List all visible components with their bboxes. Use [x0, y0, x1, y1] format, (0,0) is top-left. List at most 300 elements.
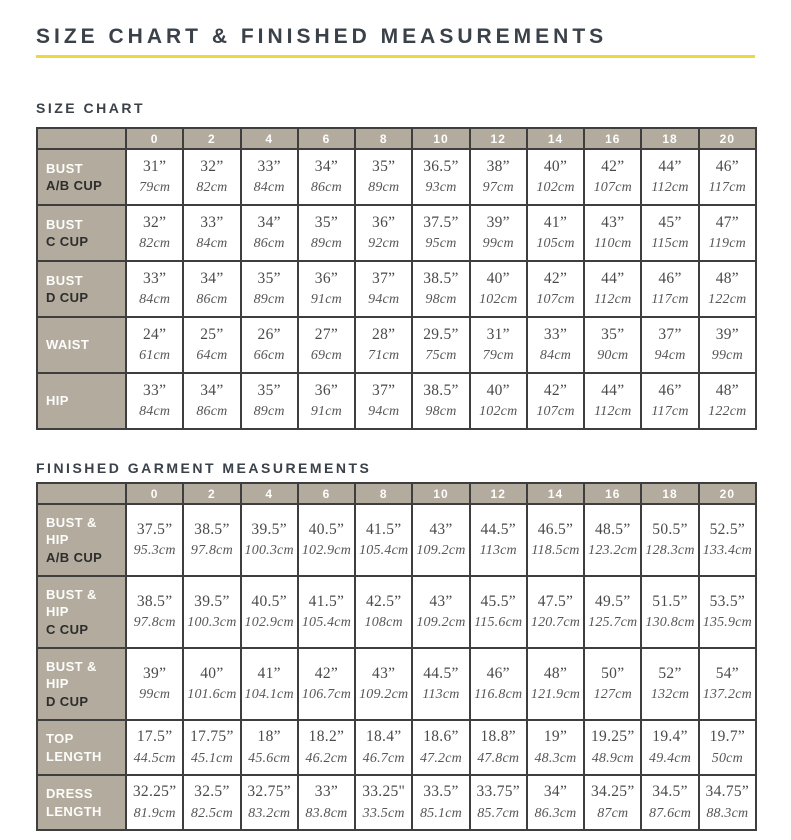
- size-column-header: 2: [183, 483, 240, 504]
- measurement-cell: [641, 205, 698, 261]
- inches-value: 46.5”: [537, 520, 574, 538]
- measurement-cell: [126, 775, 183, 830]
- inches-value: 50.5”: [652, 520, 688, 538]
- cm-value: 46.7cm: [362, 750, 405, 766]
- measurement-cell: [641, 373, 698, 429]
- measurement-cell: [584, 648, 641, 720]
- cm-value: 86cm: [196, 292, 228, 308]
- inches-value: 17.75”: [190, 728, 234, 746]
- inches-value: 34”: [543, 783, 568, 801]
- inches-value: 33”: [142, 381, 167, 399]
- inches-value: 46”: [658, 381, 682, 399]
- inches-value: 48”: [715, 269, 739, 287]
- cm-value: 91cm: [310, 292, 342, 308]
- measurement-cell: [470, 205, 527, 261]
- inches-value: 32.5”: [194, 783, 230, 801]
- measurement-cell: [298, 373, 355, 429]
- measurement-cell: [470, 373, 527, 429]
- measurement-cell: [355, 648, 412, 720]
- measurement-cell: [126, 317, 183, 373]
- cm-value: 82.5cm: [190, 805, 233, 821]
- cm-value: 66cm: [253, 348, 285, 364]
- cm-value: 47.2cm: [419, 750, 462, 766]
- cm-value: 79cm: [482, 348, 514, 364]
- inches-value: 43”: [429, 520, 453, 538]
- cm-value: 90cm: [597, 348, 629, 364]
- inches-value: 46”: [658, 269, 682, 287]
- measurement-cell: [298, 648, 355, 720]
- inches-value: 29.5”: [423, 325, 459, 343]
- cm-value: 48.3cm: [534, 750, 577, 766]
- measurement-cell: [412, 317, 469, 373]
- measurement-cell: [470, 720, 527, 775]
- inches-value: 42”: [314, 664, 339, 682]
- size-chart-heading: SIZE CHART: [36, 100, 145, 117]
- row-label-primary: HIP: [46, 393, 69, 409]
- cm-value: 115cm: [651, 236, 689, 252]
- inches-value: 48”: [715, 381, 739, 399]
- size-column-header: 12: [470, 483, 527, 504]
- cm-value: 89cm: [253, 292, 285, 308]
- measurement-cell: [584, 775, 641, 830]
- measurement-cell: [241, 576, 298, 648]
- inches-value: 24”: [142, 325, 167, 343]
- cm-value: 95.3cm: [133, 543, 176, 559]
- cm-value: 109.2cm: [416, 615, 466, 631]
- size-column-header: 0: [126, 128, 183, 149]
- size-column-header: 14: [527, 128, 584, 149]
- row-label: [37, 720, 126, 775]
- cm-value: 122cm: [708, 292, 747, 308]
- cm-value: 81.9cm: [133, 805, 176, 821]
- cm-value: 122cm: [708, 404, 747, 420]
- cm-value: 91cm: [310, 404, 342, 420]
- measurement-cell: [527, 261, 584, 317]
- measurement-cell: [126, 720, 183, 775]
- cm-value: 84cm: [139, 404, 171, 420]
- measurement-row: [37, 504, 756, 576]
- measurement-cell: [470, 648, 527, 720]
- inches-value: 34”: [314, 157, 339, 175]
- inches-value: 32”: [142, 213, 167, 231]
- inches-value: 35”: [372, 157, 396, 175]
- measurement-row: [37, 205, 756, 261]
- cm-value: 93cm: [425, 180, 457, 196]
- measurement-cell: [527, 576, 584, 648]
- inches-value: 46”: [486, 664, 510, 682]
- inches-value: 18.8”: [480, 728, 516, 746]
- measurement-cell: [241, 261, 298, 317]
- measurement-cell: [412, 720, 469, 775]
- cm-value: 64cm: [196, 348, 228, 364]
- measurement-cell: [355, 504, 412, 576]
- measurement-cell: [699, 576, 756, 648]
- measurement-cell: [699, 205, 756, 261]
- measurement-cell: [241, 775, 298, 830]
- measurement-cell: [183, 504, 240, 576]
- measurement-cell: [298, 149, 355, 205]
- measurement-cell: [412, 149, 469, 205]
- row-label-primary: TOP LENGTH: [46, 731, 102, 764]
- cm-value: 61cm: [139, 348, 171, 364]
- inches-value: 44.5”: [423, 664, 459, 682]
- row-label: [37, 149, 126, 205]
- inches-value: 25”: [200, 325, 224, 343]
- inches-value: 18.2”: [308, 728, 345, 746]
- inches-value: 44”: [601, 381, 625, 399]
- cm-value: 105cm: [536, 236, 575, 252]
- cm-value: 99cm: [711, 348, 743, 364]
- measurement-cell: [355, 261, 412, 317]
- cm-value: 75cm: [425, 348, 457, 364]
- inches-value: 42.5”: [365, 592, 402, 610]
- row-label: [37, 648, 126, 720]
- measurement-cell: [584, 261, 641, 317]
- measurement-cell: [641, 576, 698, 648]
- measurement-cell: [241, 648, 298, 720]
- measurement-cell: [584, 504, 641, 576]
- cm-value: 110cm: [594, 236, 632, 252]
- cm-value: 84cm: [139, 292, 171, 308]
- cm-value: 84cm: [539, 348, 572, 364]
- cm-value: 127cm: [593, 687, 632, 703]
- measurement-cell: [470, 576, 527, 648]
- cm-value: 87cm: [597, 805, 629, 821]
- measurement-cell: [584, 720, 641, 775]
- cm-value: 106.7cm: [301, 687, 352, 703]
- measurement-cell: [126, 261, 183, 317]
- measurement-cell: [412, 775, 469, 830]
- measurement-row: [37, 576, 756, 648]
- inches-value: 35”: [601, 325, 625, 343]
- size-column-header: 18: [641, 128, 698, 149]
- inches-value: 18”: [257, 728, 281, 746]
- measurement-cell: [126, 149, 183, 205]
- inches-value: 33”: [314, 783, 339, 801]
- measurement-cell: [470, 775, 527, 830]
- measurement-cell: [641, 149, 698, 205]
- measurement-cell: [641, 317, 698, 373]
- measurement-cell: [183, 775, 240, 830]
- inches-value: 43”: [601, 213, 625, 231]
- measurement-cell: [298, 261, 355, 317]
- cm-value: 88.3cm: [706, 805, 749, 821]
- measurement-cell: [699, 648, 756, 720]
- cm-value: 105.4cm: [359, 543, 409, 559]
- cm-value: 98cm: [425, 292, 457, 308]
- cm-value: 120.7cm: [530, 615, 581, 631]
- size-header-row: [37, 128, 756, 149]
- size-column-header: 14: [527, 483, 584, 504]
- size-chart-table: [36, 127, 757, 430]
- measurement-cell: [183, 576, 240, 648]
- measurement-cell: [355, 373, 412, 429]
- measurement-cell: [183, 261, 240, 317]
- cm-value: 97.8cm: [190, 543, 233, 559]
- cm-value: 44.5cm: [133, 750, 176, 766]
- measurement-cell: [699, 149, 756, 205]
- cm-value: 69cm: [310, 348, 342, 364]
- measurement-cell: [241, 317, 298, 373]
- inches-value: 36.5”: [423, 157, 459, 175]
- cm-value: 46.2cm: [305, 750, 348, 766]
- inches-value: 44.5”: [480, 520, 516, 538]
- inches-value: 41”: [257, 664, 281, 682]
- cm-value: 99cm: [482, 236, 514, 252]
- measurement-cell: [298, 504, 355, 576]
- cm-value: 86.3cm: [534, 805, 577, 821]
- cm-value: 97.8cm: [133, 615, 176, 631]
- cm-value: 121.9cm: [530, 687, 581, 703]
- measurement-cell: [641, 720, 698, 775]
- row-label-primary: BUST: [46, 216, 83, 232]
- measurement-row: [37, 775, 756, 830]
- cm-value: 85.7cm: [477, 805, 520, 821]
- cm-value: 123.2cm: [588, 543, 638, 559]
- corner-cell: [37, 128, 126, 149]
- row-label: [37, 775, 126, 830]
- cm-value: 117cm: [651, 292, 689, 308]
- measurement-row: [37, 648, 756, 720]
- row-label-secondary: D CUP: [46, 693, 89, 709]
- measurement-cell: [412, 576, 469, 648]
- cm-value: 107cm: [536, 404, 575, 420]
- inches-value: 38.5”: [136, 592, 173, 610]
- inches-value: 33”: [257, 157, 281, 175]
- cm-value: 82cm: [196, 180, 228, 196]
- measurement-row: [37, 261, 756, 317]
- inches-value: 28”: [372, 325, 396, 343]
- inches-value: 18.6”: [423, 728, 459, 746]
- cm-value: 86cm: [196, 404, 228, 420]
- inches-value: 37”: [658, 325, 682, 343]
- measurement-row: [37, 149, 756, 205]
- inches-value: 18.4”: [365, 728, 402, 746]
- row-label-secondary: D CUP: [46, 290, 89, 306]
- inches-value: 53.5”: [709, 592, 746, 610]
- inches-value: 40”: [486, 381, 510, 399]
- measurement-cell: [412, 648, 469, 720]
- measurement-cell: [355, 576, 412, 648]
- inches-value: 35”: [257, 381, 281, 399]
- cm-value: 45.6cm: [248, 750, 291, 766]
- measurement-cell: [298, 576, 355, 648]
- inches-value: 39”: [486, 213, 510, 231]
- cm-value: 49.4cm: [649, 750, 692, 766]
- inches-value: 44”: [601, 269, 625, 287]
- inches-value: 34”: [200, 381, 224, 399]
- inches-value: 40”: [486, 269, 510, 287]
- cm-value: 105.4cm: [301, 615, 352, 631]
- inches-value: 44”: [658, 157, 682, 175]
- cm-value: 87.6cm: [649, 805, 692, 821]
- cm-value: 82cm: [139, 236, 171, 252]
- size-column-header: 16: [584, 483, 641, 504]
- measurement-cell: [355, 775, 412, 830]
- cm-value: 94cm: [368, 404, 400, 420]
- cm-value: 71cm: [368, 348, 400, 364]
- measurement-cell: [183, 205, 240, 261]
- measurement-cell: [241, 373, 298, 429]
- cm-value: 86cm: [310, 180, 342, 196]
- finished-measurements-heading: FINISHED GARMENT MEASUREMENTS: [36, 460, 372, 477]
- row-label: [37, 317, 126, 373]
- inches-value: 26”: [257, 325, 281, 343]
- cm-value: 89cm: [368, 180, 400, 196]
- inches-value: 43”: [372, 664, 396, 682]
- measurement-cell: [584, 576, 641, 648]
- page-title: SIZE CHART & FINISHED MEASUREMENTS: [36, 25, 608, 48]
- cm-value: 118.5cm: [531, 543, 580, 559]
- cm-value: 102.9cm: [244, 615, 294, 631]
- cm-value: 102cm: [479, 292, 518, 308]
- cm-value: 47.8cm: [477, 750, 520, 766]
- measurement-cell: [126, 373, 183, 429]
- measurement-cell: [527, 504, 584, 576]
- measurement-cell: [527, 720, 584, 775]
- inches-value: 36”: [314, 381, 339, 399]
- size-column-header: 12: [470, 128, 527, 149]
- measurement-cell: [183, 149, 240, 205]
- inches-value: 42”: [601, 157, 625, 175]
- row-label: [37, 261, 126, 317]
- inches-value: 19.25”: [590, 728, 635, 746]
- inches-value: 38.5”: [423, 381, 459, 399]
- measurement-cell: [183, 720, 240, 775]
- inches-value: 41”: [543, 213, 568, 231]
- row-label: [37, 373, 126, 429]
- measurement-cell: [298, 205, 355, 261]
- row-label-primary: DRESS LENGTH: [46, 786, 102, 819]
- measurement-cell: [355, 149, 412, 205]
- row-label-secondary: C CUP: [46, 234, 89, 250]
- inches-value: 38.5”: [423, 269, 459, 287]
- inches-value: 42”: [543, 269, 568, 287]
- row-label: [37, 576, 126, 648]
- inches-value: 34.75”: [705, 783, 750, 801]
- cm-value: 85.1cm: [419, 805, 462, 821]
- measurement-cell: [241, 205, 298, 261]
- row-label-secondary: A/B CUP: [46, 178, 103, 194]
- inches-value: 19.4”: [652, 728, 688, 746]
- inches-value: 52.5”: [709, 520, 746, 538]
- row-label-primary: BUST & HIP: [46, 586, 97, 620]
- inches-value: 48”: [543, 664, 568, 682]
- inches-value: 47.5”: [537, 592, 574, 610]
- inches-value: 45”: [658, 213, 682, 231]
- finished-measurements-table: [36, 482, 757, 831]
- cm-value: 112cm: [594, 292, 632, 308]
- inches-value: 40”: [543, 157, 568, 175]
- measurement-cell: [470, 504, 527, 576]
- measurement-cell: [699, 720, 756, 775]
- measurement-cell: [527, 149, 584, 205]
- size-column-header: 8: [355, 483, 412, 504]
- cm-value: 97cm: [482, 180, 514, 196]
- cm-value: 98cm: [425, 404, 457, 420]
- measurement-cell: [641, 261, 698, 317]
- measurement-cell: [641, 648, 698, 720]
- cm-value: 113cm: [479, 543, 517, 559]
- cm-value: 101.6cm: [187, 687, 237, 703]
- inches-value: 45.5”: [480, 592, 516, 610]
- row-label-primary: BUST: [46, 160, 83, 176]
- cm-value: 100.3cm: [244, 543, 294, 559]
- cm-value: 94cm: [654, 348, 686, 364]
- inches-value: 50”: [601, 664, 625, 682]
- inches-value: 43”: [429, 592, 453, 610]
- measurement-cell: [412, 373, 469, 429]
- cm-value: 133.4cm: [702, 543, 752, 559]
- inches-value: 33.5”: [423, 783, 459, 801]
- cm-value: 84cm: [196, 236, 228, 252]
- measurement-cell: [584, 373, 641, 429]
- inches-value: 54”: [715, 664, 739, 682]
- row-label-secondary: A/B CUP: [46, 549, 103, 565]
- inches-value: 37”: [372, 381, 396, 399]
- cm-value: 48.9cm: [591, 750, 634, 766]
- size-column-header: 8: [355, 128, 412, 149]
- measurement-cell: [699, 261, 756, 317]
- inches-value: 48.5”: [595, 520, 631, 538]
- measurement-cell: [183, 648, 240, 720]
- size-column-header: 6: [298, 483, 355, 504]
- measurement-cell: [584, 149, 641, 205]
- cm-value: 128.3cm: [645, 543, 695, 559]
- size-column-header: 10: [412, 128, 469, 149]
- measurement-cell: [699, 373, 756, 429]
- measurement-cell: [412, 504, 469, 576]
- measurement-cell: [641, 504, 698, 576]
- measurement-cell: [584, 205, 641, 261]
- row-label-primary: BUST & HIP: [46, 658, 97, 692]
- cm-value: 84cm: [253, 180, 285, 196]
- inches-value: 31”: [486, 325, 510, 343]
- inches-value: 46”: [715, 157, 739, 175]
- inches-value: 37.5”: [423, 213, 459, 231]
- measurement-cell: [699, 775, 756, 830]
- size-column-header: 20: [699, 483, 756, 504]
- cm-value: 117cm: [708, 180, 746, 196]
- cm-value: 45.1cm: [190, 750, 233, 766]
- measurement-cell: [355, 317, 412, 373]
- measurement-cell: [527, 317, 584, 373]
- size-column-header: 4: [241, 128, 298, 149]
- row-label-primary: WAIST: [46, 337, 90, 353]
- row-label-primary: BUST & HIP: [46, 514, 97, 548]
- inches-value: 36”: [372, 213, 396, 231]
- measurement-cell: [241, 149, 298, 205]
- measurement-cell: [641, 775, 698, 830]
- row-label: [37, 504, 126, 576]
- cm-value: 102.9cm: [301, 543, 352, 559]
- inches-value: 33”: [142, 269, 167, 287]
- measurement-cell: [527, 775, 584, 830]
- inches-value: 39”: [715, 325, 739, 343]
- measurement-row: [37, 720, 756, 775]
- inches-value: 19”: [543, 728, 568, 746]
- cm-value: 115.6cm: [474, 615, 523, 631]
- measurement-cell: [126, 576, 183, 648]
- measurement-cell: [412, 261, 469, 317]
- cm-value: 112cm: [594, 404, 632, 420]
- cm-value: 83.2cm: [248, 805, 291, 821]
- cm-value: 95cm: [425, 236, 457, 252]
- inches-value: 32.75”: [247, 783, 291, 801]
- inches-value: 38”: [486, 157, 510, 175]
- inches-value: 41.5”: [308, 592, 345, 610]
- measurement-cell: [527, 373, 584, 429]
